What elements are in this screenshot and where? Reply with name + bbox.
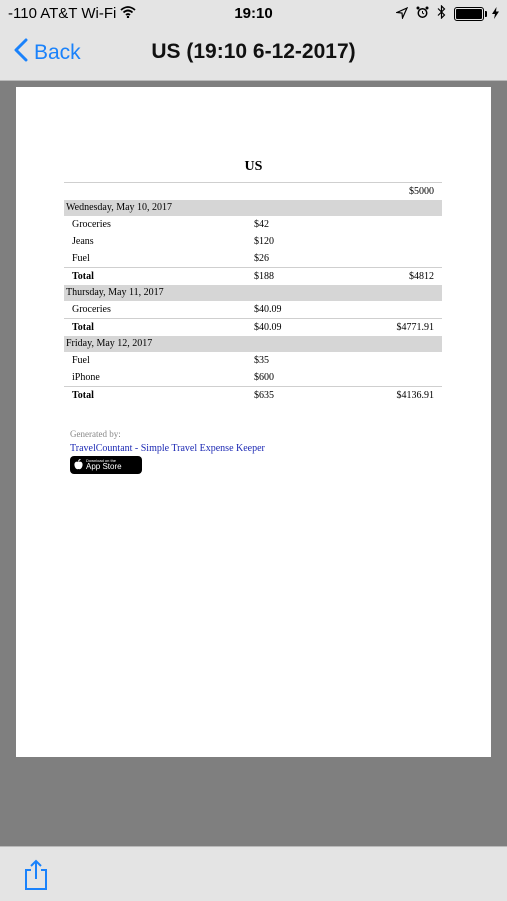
expense-amount: $120 [254,236,274,247]
generated-by-label: Generated by: [70,429,121,439]
report-table [64,182,442,404]
bottom-toolbar [0,846,507,901]
total-amount: $188 [254,271,274,282]
expense-row [64,250,442,267]
day-header: Friday, May 12, 2017 [64,336,442,352]
remaining-balance: $4771.91 [396,322,434,333]
expense-row [64,301,442,318]
total-label: Total [72,390,94,401]
status-right [396,5,499,23]
apple-icon [74,459,83,472]
expense-amount: $35 [254,355,269,366]
expense-amount: $600 [254,372,274,383]
starting-balance: $5000 [409,186,434,197]
expense-name: Fuel [72,253,90,264]
total-row [64,318,442,336]
total-amount: $635 [254,390,274,401]
share-icon[interactable] [22,859,50,891]
expense-name: iPhone [72,372,100,383]
app-link[interactable]: TravelCountant - Simple Travel Expense Keeper [70,443,265,454]
report-title: US [244,159,263,174]
expense-row [64,233,442,250]
alarm-icon [416,6,429,23]
total-row [64,386,442,404]
carrier-label: -110 AT&T Wi-Fi [8,5,117,22]
day-header: Wednesday, May 10, 2017 [64,200,442,216]
expense-amount: $40.09 [254,304,282,315]
page-title: US (19:10 6-12-2017) [151,40,356,63]
expense-row [64,216,442,233]
navigation-bar [0,28,507,81]
total-amount: $40.09 [254,322,282,333]
battery-icon [454,7,484,21]
total-row [64,267,442,285]
expense-name: Fuel [72,355,90,366]
app-store-small-text: Download on the [86,458,117,463]
expense-name: Groceries [72,219,111,230]
expense-name: Jeans [72,236,94,247]
starting-balance-row [64,182,442,200]
app-store-big-text: App Store [86,462,122,471]
total-label: Total [72,271,94,282]
expense-amount: $42 [254,219,269,230]
day-header: Thursday, May 11, 2017 [64,285,442,301]
app-store-badge[interactable] [70,456,142,474]
report-document [16,87,491,757]
expense-name: Groceries [72,304,111,315]
bluetooth-icon [437,5,446,23]
expense-row [64,352,442,369]
expense-row [64,369,442,386]
expense-amount: $26 [254,253,269,264]
remaining-balance: $4812 [409,271,434,282]
generated-by [70,429,265,474]
back-label: Back [34,41,81,64]
charging-icon [492,6,499,23]
status-time: 19:10 [234,5,273,22]
total-label: Total [72,322,94,333]
remaining-balance: $4136.91 [396,390,434,401]
status-bar [0,0,507,28]
location-icon [396,6,408,23]
